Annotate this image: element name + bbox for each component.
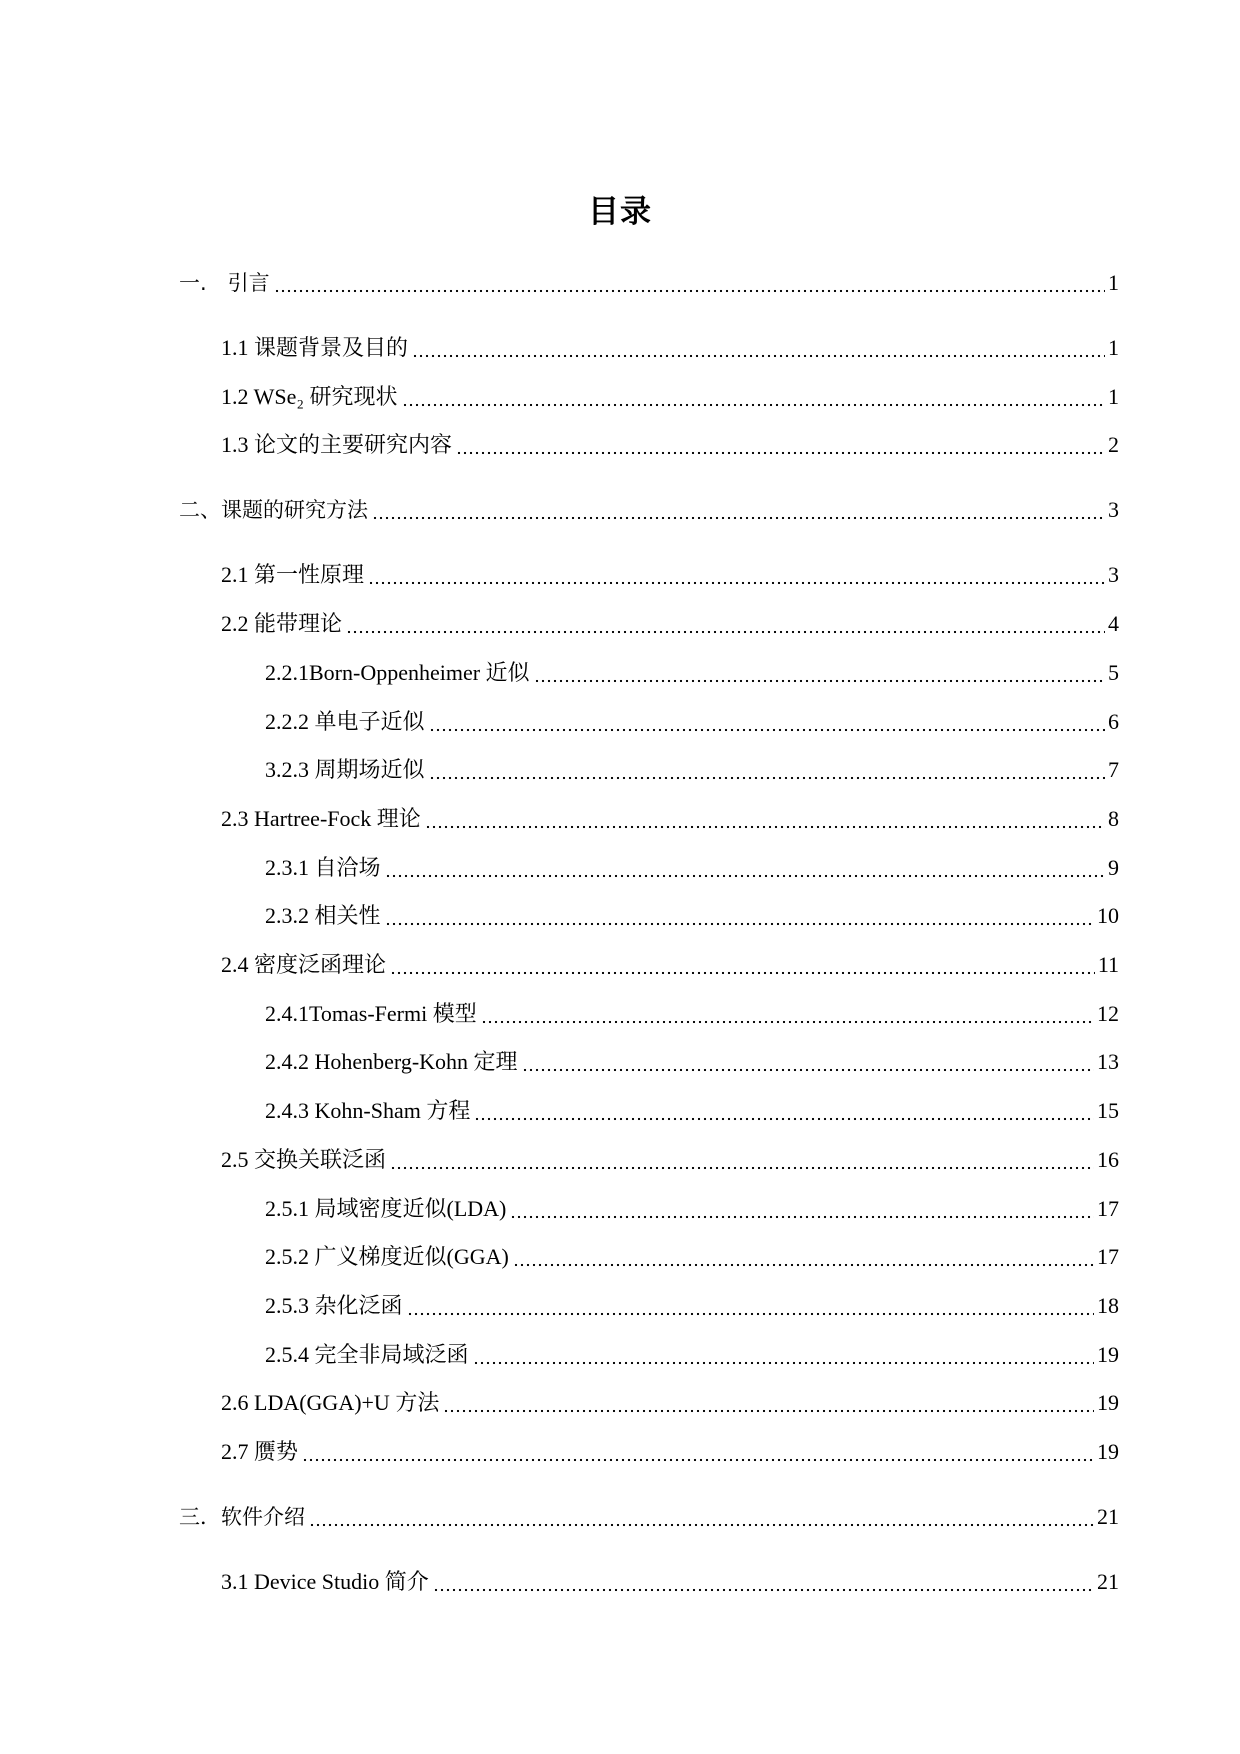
- toc-page-number: 10: [1097, 903, 1119, 929]
- dot-leader: [443, 1409, 1094, 1413]
- toc-chapter-entry[interactable]: [179, 1502, 1119, 1532]
- toc-page-number: 1: [1108, 383, 1119, 409]
- toc-chapter-entry[interactable]: [179, 268, 1119, 298]
- toc-page-number: 8: [1108, 805, 1119, 831]
- dot-leader: [473, 1361, 1094, 1365]
- toc-entry[interactable]: [265, 707, 1119, 737]
- toc-entry-label: 2.4.1Tomas-Fermi 模型: [265, 1000, 477, 1026]
- dot-leader: [481, 1020, 1094, 1024]
- dot-leader: [510, 1215, 1094, 1219]
- toc-page-number: 9: [1108, 854, 1119, 880]
- toc-entry-label: 2.2.2 单电子近似: [265, 708, 425, 734]
- toc-entry-label: 3.2.3 周期场近似: [265, 757, 425, 783]
- toc-page-number: 12: [1097, 1000, 1119, 1026]
- toc-page-number: 7: [1108, 757, 1119, 783]
- toc-page-number: 1: [1108, 270, 1119, 295]
- toc-entry[interactable]: [221, 333, 1119, 363]
- toc-entry-label: 2.5.4 完全非局域泛函: [265, 1341, 469, 1367]
- toc-entry-label: 2.6 LDA(GGA)+U 方法: [221, 1390, 440, 1416]
- toc-entry[interactable]: [265, 1340, 1119, 1370]
- dot-leader: [274, 289, 1105, 293]
- dot-leader: [456, 451, 1105, 455]
- toc-page-number: 3: [1108, 497, 1119, 523]
- toc-entry-label: 1.2 WSe₂ 研究现状: [221, 383, 398, 409]
- toc-page-number: 3: [1108, 562, 1119, 588]
- dot-leader: [309, 1523, 1094, 1527]
- dot-leader: [429, 728, 1105, 732]
- toc-entry[interactable]: [221, 804, 1119, 834]
- toc-entry[interactable]: [265, 1047, 1119, 1077]
- dot-leader: [474, 1117, 1094, 1121]
- toc-entry[interactable]: [265, 1242, 1119, 1272]
- dot-leader: [385, 874, 1105, 878]
- toc-entry-label: 2.4 密度泛函理论: [221, 952, 387, 977]
- dot-leader: [522, 1068, 1094, 1072]
- toc-page-number: 18: [1097, 1292, 1119, 1318]
- toc-entry[interactable]: [265, 999, 1119, 1029]
- toc-page-number: 16: [1097, 1146, 1119, 1172]
- toc-page-number: 19: [1097, 1439, 1119, 1464]
- toc-entry[interactable]: [221, 1388, 1119, 1418]
- toc-entry-label: 2.2 能带理论: [221, 611, 343, 637]
- toc-page-number: 11: [1097, 952, 1119, 977]
- dot-leader: [385, 922, 1094, 926]
- dot-leader: [407, 1312, 1094, 1316]
- toc-entry-label: 2.5 交换关联泛函: [221, 1146, 387, 1172]
- toc-entry[interactable]: [221, 1567, 1119, 1597]
- toc-entry-label: 1.3 论文的主要研究内容: [221, 432, 453, 458]
- dot-leader: [390, 1166, 1094, 1170]
- toc-page-number: 21: [1097, 1569, 1119, 1594]
- dot-leader: [534, 679, 1105, 683]
- dot-leader: [346, 630, 1105, 634]
- toc-entry[interactable]: [221, 382, 1119, 412]
- dot-leader: [368, 581, 1105, 585]
- toc-page-number: 6: [1108, 708, 1119, 734]
- toc-entry[interactable]: [221, 430, 1119, 460]
- toc-entry[interactable]: [221, 1437, 1119, 1467]
- toc-entry[interactable]: [265, 658, 1119, 688]
- toc-entry-label: 2.3 Hartree-Fock 理论: [221, 805, 421, 831]
- toc-entry-label: 1.1 课题背景及目的: [221, 335, 409, 360]
- toc-entry[interactable]: [221, 560, 1119, 590]
- toc-entry-label: 2.4.2 Hohenberg-Kohn 定理: [265, 1049, 518, 1075]
- toc-entry-label: 2.3.2 相关性: [265, 903, 381, 929]
- toc-page-number: 19: [1097, 1390, 1119, 1416]
- toc-entry-label: 2.5.2 广义梯度近似(GGA): [265, 1244, 509, 1270]
- toc-entry-label: 2.5.3 杂化泛函: [265, 1292, 403, 1318]
- toc-page-number: 2: [1108, 432, 1119, 458]
- toc-entry-label: 三．软件介绍: [179, 1505, 305, 1529]
- toc-page-number: 4: [1108, 611, 1119, 637]
- toc-entry[interactable]: [265, 755, 1119, 785]
- toc-entry[interactable]: [265, 1096, 1119, 1126]
- dot-leader: [390, 971, 1095, 975]
- dot-leader: [513, 1263, 1094, 1267]
- toc-page-number: 13: [1097, 1049, 1119, 1075]
- toc-page-number: 5: [1108, 659, 1119, 685]
- toc-chapter-entry[interactable]: [179, 495, 1119, 525]
- dot-leader: [402, 403, 1105, 407]
- dot-leader: [372, 516, 1105, 520]
- dot-leader: [302, 1458, 1094, 1462]
- toc-page-number: 21: [1097, 1504, 1119, 1529]
- toc-entry[interactable]: [265, 1291, 1119, 1321]
- toc-entry[interactable]: [265, 901, 1119, 931]
- dot-leader: [425, 825, 1105, 829]
- toc-page-number: 19: [1097, 1341, 1119, 1367]
- toc-entry-label: 2.3.1 自洽场: [265, 854, 381, 880]
- toc-entry-label: 2.5.1 局域密度近似(LDA): [265, 1195, 507, 1221]
- toc-page-number: 15: [1097, 1098, 1119, 1124]
- toc-page-number: 17: [1097, 1195, 1119, 1221]
- dot-leader: [433, 1588, 1094, 1592]
- toc-page-number: 1: [1108, 335, 1119, 360]
- toc-entry-label: 一. 引言: [179, 271, 270, 295]
- toc-entry-label: 二、课题的研究方法: [179, 498, 368, 523]
- toc-entry[interactable]: [265, 1194, 1119, 1224]
- toc-entry[interactable]: [221, 950, 1119, 980]
- toc-title: 目录: [588, 194, 652, 230]
- toc-entry-label: 2.1 第一性原理: [221, 562, 365, 588]
- toc-entry[interactable]: [221, 1145, 1119, 1175]
- toc-entry-label: 2.4.3 Kohn-Sham 方程: [265, 1098, 471, 1124]
- toc-page-number: 17: [1097, 1244, 1119, 1270]
- toc-entry-label: 3.1 Device Studio 简介: [221, 1569, 429, 1594]
- toc-entry[interactable]: [265, 853, 1119, 883]
- dot-leader: [412, 354, 1105, 358]
- toc-entry-label: 2.2.1Born-Oppenheimer 近似: [265, 659, 530, 685]
- toc-entry-label: 2.7 赝势: [221, 1439, 299, 1464]
- toc-entry[interactable]: [221, 609, 1119, 639]
- dot-leader: [429, 776, 1105, 780]
